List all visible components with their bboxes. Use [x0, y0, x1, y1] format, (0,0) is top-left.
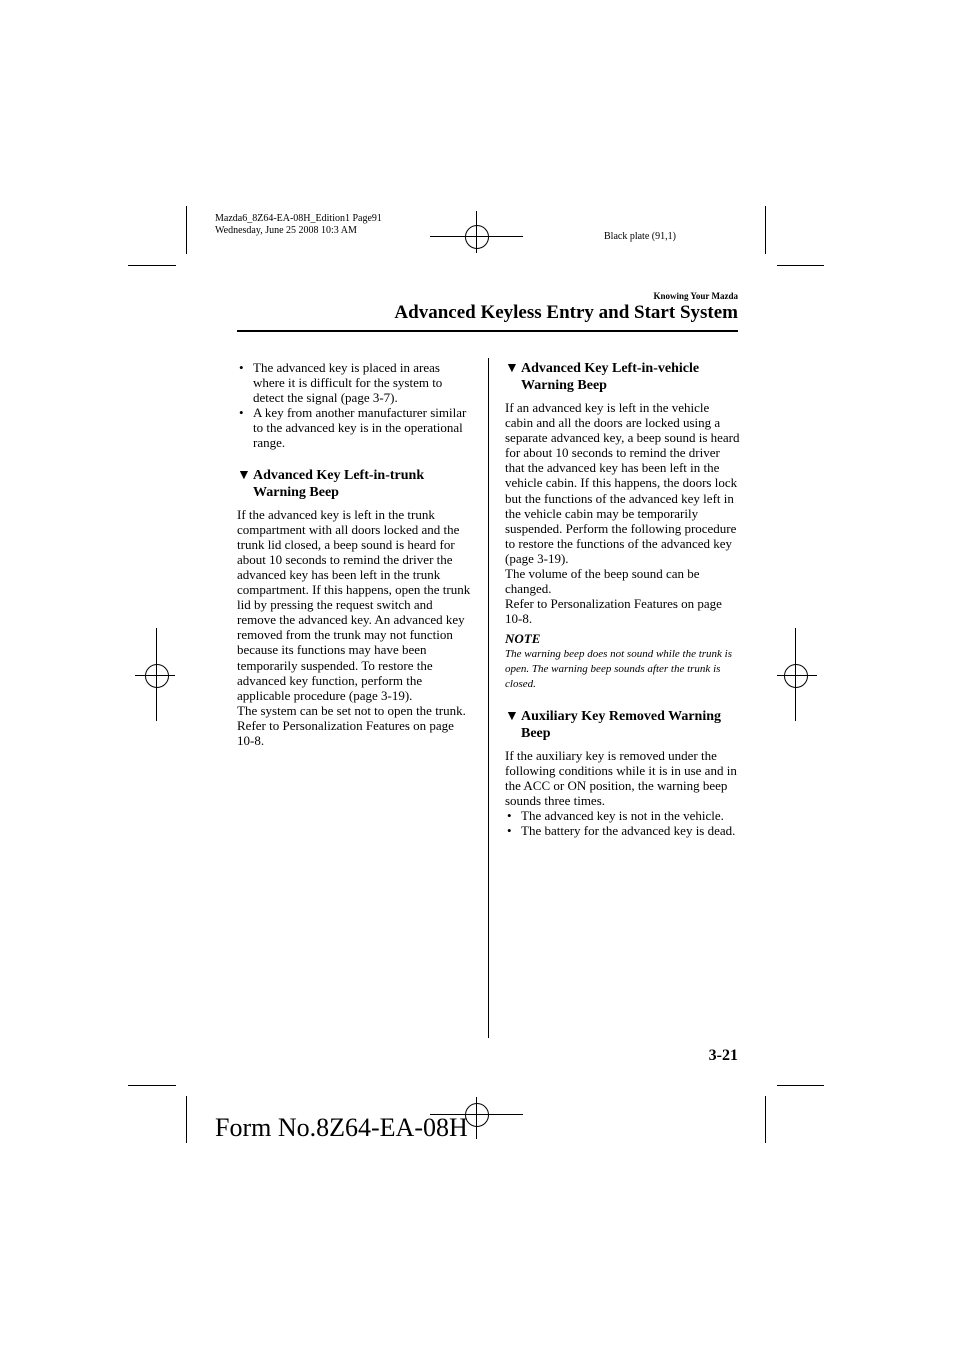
- crop-mark-tl-h: [128, 265, 176, 266]
- header-rule: [237, 330, 738, 332]
- triangle-down-icon: ▼: [237, 467, 251, 483]
- right-column: [505, 360, 740, 838]
- bullet-dot-icon: •: [507, 822, 512, 838]
- list-item: • The advanced key is not in the vehicle.: [507, 807, 724, 823]
- crop-mark-bl-h: [128, 1085, 176, 1086]
- bullet-list: [237, 360, 473, 451]
- page-title: Advanced Keyless Entry and Start System: [394, 302, 738, 323]
- page-number: 3-21: [708, 1047, 738, 1064]
- body-paragraph: If the advanced key is left in the trunk compartment with all doors locked and the trunk lid closed, a beep sound is heard for about 10 seconds to remind the driver the advanced key has been left in the trunk compartment. If this happens, open the trunk lid by pressing the request switch and remove the advanced key. An advanced key removed from the trunk may not function because its functions may have been temporarily suspended. To restore the advanced key function, perform the applicable procedure (page 3-19).: [237, 506, 471, 703]
- bullet-dot-icon: •: [239, 360, 244, 375]
- bullet-list: [505, 808, 740, 838]
- body-paragraph: Refer to Personalization Features on page 10-8.: [237, 717, 454, 748]
- plate-label: Black plate (91,1): [604, 231, 676, 242]
- body-paragraph: Refer to Personalization Features on page 10-8.: [505, 596, 722, 627]
- crop-mark-tr-h: [777, 265, 824, 266]
- crop-mark-tr-v: [765, 206, 766, 254]
- column-divider: [488, 358, 489, 1038]
- list-item: • The battery for the advanced key is dead.: [507, 822, 736, 838]
- body-paragraph: If the auxiliary key is removed under the following conditions while it is in use and in the ACC or ON position, the warning beep sounds three times.: [505, 747, 737, 808]
- crop-mark-bl-v: [186, 1096, 187, 1143]
- bullet-dot-icon: •: [507, 807, 512, 823]
- crop-mark-br-v: [765, 1096, 766, 1143]
- triangle-down-icon: ▼: [505, 708, 519, 724]
- crop-mark-tl-v: [186, 206, 187, 254]
- print-date-line: Wednesday, June 25 2008 10:3 AM: [215, 225, 357, 236]
- subsection-heading: ▼ Advanced Key Left-in-trunk Warning Beep: [237, 467, 425, 500]
- body-paragraph: The system can be set not to open the trunk.: [237, 702, 466, 718]
- crop-mark-br-h: [777, 1085, 824, 1086]
- triangle-down-icon: ▼: [505, 361, 519, 376]
- note-label: NOTE: [505, 631, 541, 647]
- body-paragraph: If an advanced key is left in the vehicle cabin and all the doors are locked using a separate advanced key, a beep sound is heard for about 10 seconds to remind the driver that the advanced key has been left in the vehicle cabin. If this happens, the doors lock but the functions of the advanced key left in the vehicle cabin may be temporarily suspended. Perform the following procedure to restore the functions of the advanced key (page 3-19).: [505, 400, 740, 566]
- list-item: • A key from another manufacturer similar to the advanced key is in the operational range.: [239, 405, 467, 451]
- print-file-line: Mazda6_8Z64-EA-08H_Edition1 Page91: [215, 213, 382, 224]
- note-text: The warning beep does not sound while the trunk is open. The warning beep sounds after the trunk is closed.: [505, 647, 733, 690]
- left-column: [237, 360, 473, 748]
- subsection-heading: ▼ Advanced Key Left-in-vehicle Warning Beep: [505, 361, 700, 393]
- subsection-heading: ▼ Auxiliary Key Removed Warning Beep: [505, 708, 722, 741]
- form-number: Form No.8Z64-EA-08H: [215, 1113, 468, 1142]
- list-item: • The advanced key is placed in areas where it is difficult for the system to detect the signal (page 3-7).: [239, 360, 443, 406]
- bullet-dot-icon: •: [239, 405, 244, 421]
- body-paragraph: The volume of the beep sound can be changed.: [505, 566, 700, 597]
- section-label: Knowing Your Mazda: [653, 291, 738, 301]
